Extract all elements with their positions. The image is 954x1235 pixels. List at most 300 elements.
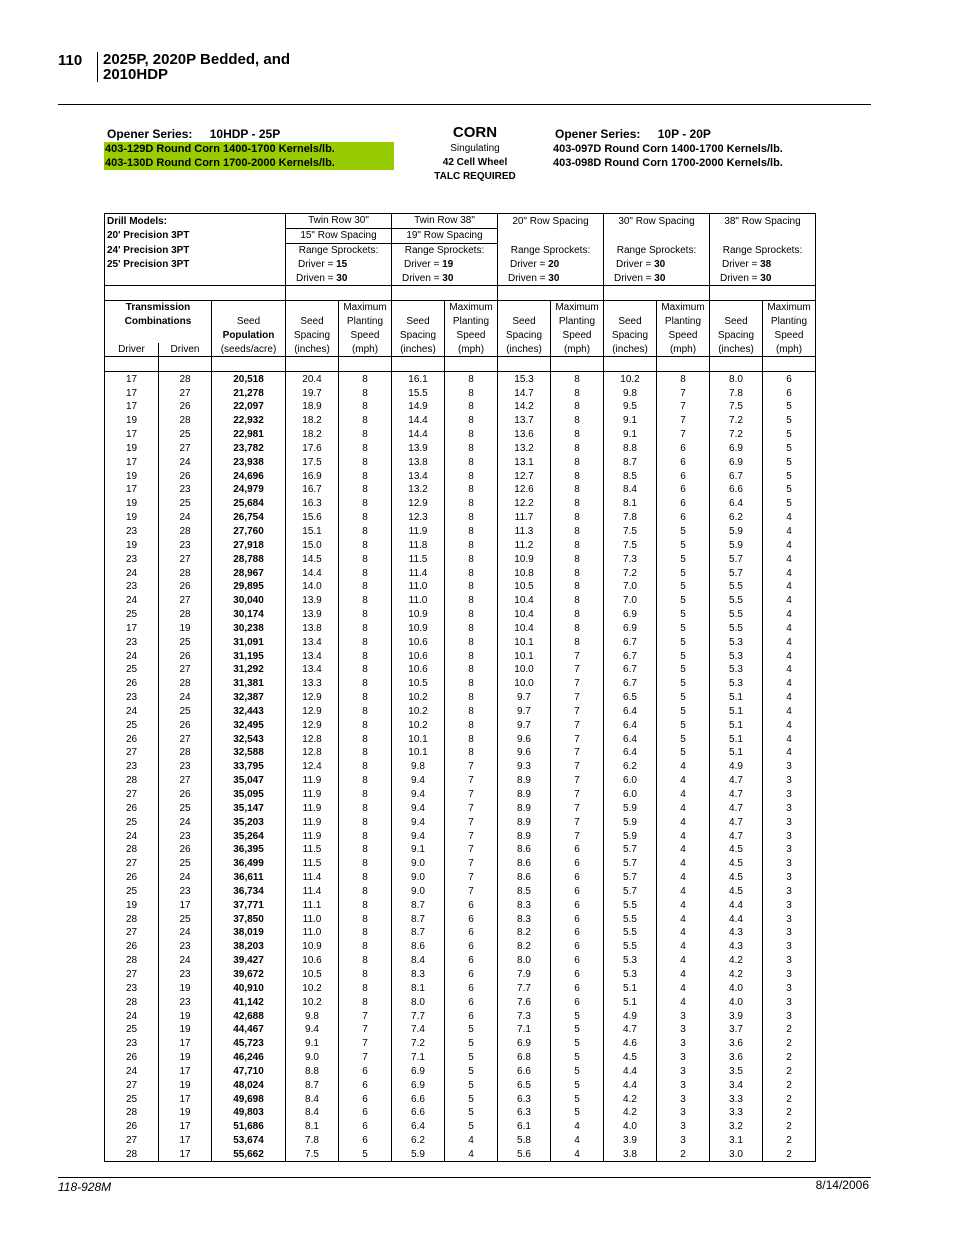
- table-cell: 6.1: [498, 1120, 551, 1134]
- table-cell: 7.7: [498, 981, 551, 995]
- table-cell: 5: [657, 732, 710, 746]
- table-cell: 8: [551, 580, 604, 594]
- table-cell: 7.9: [498, 968, 551, 982]
- driver-label: Driver =: [298, 258, 337, 270]
- table-cell: 9.4: [392, 788, 445, 802]
- table-cell: 6.7: [604, 677, 657, 691]
- spacer-cell: [159, 357, 212, 372]
- table-cell: 6: [551, 995, 604, 1009]
- table-cell: 3: [763, 829, 816, 843]
- table-row: [105, 677, 816, 691]
- table-cell: 25: [159, 801, 212, 815]
- opener-right: [553, 126, 783, 170]
- table-cell: 8.6: [498, 843, 551, 857]
- table-cell: 7: [657, 428, 710, 442]
- table-cell: 20.4: [286, 372, 339, 386]
- table-cell: 35,047: [212, 774, 286, 788]
- table-cell: 19: [159, 1106, 212, 1120]
- table-cell: 9.4: [392, 829, 445, 843]
- table-cell: 5: [445, 1051, 498, 1065]
- table-cell: 4: [657, 981, 710, 995]
- table-cell: 11.0: [392, 580, 445, 594]
- table-row: [105, 829, 816, 843]
- table-cell: 8: [339, 677, 392, 691]
- spacer-cell: [105, 357, 159, 372]
- table-cell: 25,684: [212, 497, 286, 511]
- table-cell: 3: [657, 1023, 710, 1037]
- table-cell: 7.7: [392, 1009, 445, 1023]
- driven-value: 30: [442, 272, 454, 284]
- table-row: [105, 621, 816, 635]
- table-cell: 6: [445, 981, 498, 995]
- table-cell: 4: [445, 1134, 498, 1148]
- table-row: [105, 801, 816, 815]
- table-cell: 4: [551, 1134, 604, 1148]
- driven-label: Driven =: [508, 272, 549, 284]
- table-cell: 17.5: [286, 455, 339, 469]
- table-cell: 36,395: [212, 843, 286, 857]
- table-cell: 4: [763, 594, 816, 608]
- table-cell: 6: [339, 1092, 392, 1106]
- table-cell: 4: [763, 608, 816, 622]
- table-cell: 8: [445, 705, 498, 719]
- table-cell: 14.0: [286, 580, 339, 594]
- table-cell: 6: [551, 898, 604, 912]
- table-cell: 11.4: [392, 566, 445, 580]
- table-cell: 8.8: [604, 442, 657, 456]
- max-label: Maximum: [657, 301, 710, 315]
- table-cell: 17: [105, 483, 159, 497]
- table-cell: 9.8: [392, 760, 445, 774]
- table-cell: 4: [657, 829, 710, 843]
- table-cell: 17: [159, 1120, 212, 1134]
- table-cell: 8.5: [498, 885, 551, 899]
- table-cell: 8: [445, 691, 498, 705]
- table-cell: 4.0: [710, 981, 763, 995]
- table-cell: 8: [551, 428, 604, 442]
- drill-model-2: 24' Precision 3PT: [105, 243, 286, 257]
- table-cell: 5.9: [604, 829, 657, 843]
- table-cell: 12.3: [392, 511, 445, 525]
- table-cell: 31,292: [212, 663, 286, 677]
- table-cell: 13.4: [286, 663, 339, 677]
- table-cell: 4: [763, 538, 816, 552]
- table-cell: 6.0: [604, 774, 657, 788]
- table-cell: 9.0: [286, 1051, 339, 1065]
- table-cell: 4: [445, 1148, 498, 1162]
- table-cell: 8: [445, 566, 498, 580]
- driver-sprocket-5: [710, 258, 816, 272]
- table-cell: 4: [657, 843, 710, 857]
- table-cell: 49,803: [212, 1106, 286, 1120]
- spacer-cell: [105, 286, 286, 301]
- table-cell: 12.4: [286, 760, 339, 774]
- table-cell: 6: [445, 926, 498, 940]
- table-cell: 8: [445, 414, 498, 428]
- table-cell: 32,443: [212, 705, 286, 719]
- table-cell: 3: [657, 1120, 710, 1134]
- table-cell: 10.9: [392, 608, 445, 622]
- table-cell: 24: [159, 691, 212, 705]
- table-cell: 4.0: [604, 1120, 657, 1134]
- table-cell: 6: [445, 912, 498, 926]
- table-cell: 24,979: [212, 483, 286, 497]
- table-cell: 6.4: [710, 497, 763, 511]
- table-cell: 8: [445, 497, 498, 511]
- table-cell: 7: [551, 801, 604, 815]
- table-cell: 37,850: [212, 912, 286, 926]
- range-sprockets-label: Range Sprockets:: [710, 243, 816, 257]
- table-cell: 9.0: [392, 857, 445, 871]
- table-cell: 12.7: [498, 469, 551, 483]
- table-cell: 8: [339, 455, 392, 469]
- table-cell: 3: [763, 981, 816, 995]
- table-cell: 26: [159, 469, 212, 483]
- opener-right-line-2: 403-098D Round Corn 1700-2000 Kernels/lb.: [553, 157, 783, 169]
- table-cell: 11.4: [286, 871, 339, 885]
- table-cell: 8: [339, 954, 392, 968]
- table-cell: 23: [159, 760, 212, 774]
- table-cell: 5: [763, 414, 816, 428]
- driver-value: 30: [654, 258, 666, 270]
- table-cell: 7.8: [710, 386, 763, 400]
- table-cell: 23: [105, 580, 159, 594]
- table-cell: 8: [339, 746, 392, 760]
- table-cell: 24: [159, 926, 212, 940]
- table-cell: 7.1: [498, 1023, 551, 1037]
- table-cell: 26: [159, 843, 212, 857]
- table-cell: 23: [159, 968, 212, 982]
- table-cell: 8: [445, 372, 498, 386]
- table-cell: 35,147: [212, 801, 286, 815]
- table-cell: 4: [763, 663, 816, 677]
- table-cell: 7: [551, 760, 604, 774]
- table-cell: 4: [763, 580, 816, 594]
- table-cell: 28: [105, 774, 159, 788]
- table-cell: 4: [657, 898, 710, 912]
- table-cell: 5.3: [710, 649, 763, 663]
- table-cell: 8: [551, 538, 604, 552]
- table-cell: 7.5: [286, 1148, 339, 1162]
- table-cell: 5.3: [710, 663, 763, 677]
- table-cell: 15.6: [286, 511, 339, 525]
- table-cell: 4: [657, 774, 710, 788]
- table-cell: 5: [657, 552, 710, 566]
- spacer-cell: [604, 357, 657, 372]
- table-cell: 4: [763, 705, 816, 719]
- table-cell: 8.7: [604, 455, 657, 469]
- spacing-title-3: 20" Row Spacing: [498, 214, 604, 229]
- table-cell: 8: [339, 829, 392, 843]
- table-cell: 5.5: [604, 912, 657, 926]
- table-cell: 8: [339, 552, 392, 566]
- table-cell: 24: [105, 594, 159, 608]
- table-cell: 6.7: [604, 649, 657, 663]
- table-cell: 6.2: [604, 760, 657, 774]
- table-cell: 5: [763, 469, 816, 483]
- table-row: [105, 580, 816, 594]
- table-cell: 8: [339, 718, 392, 732]
- table-cell: 7: [339, 1009, 392, 1023]
- table-cell: 25: [105, 885, 159, 899]
- table-cell: 3: [763, 885, 816, 899]
- table-cell: 26: [159, 400, 212, 414]
- spacing-sub-4: [604, 228, 710, 243]
- table-cell: 8.3: [498, 912, 551, 926]
- table-cell: 36,611: [212, 871, 286, 885]
- table-cell: 5: [551, 1037, 604, 1051]
- table-cell: 27: [159, 594, 212, 608]
- table-row: [105, 1148, 816, 1162]
- spacer-cell: [339, 357, 392, 372]
- table-cell: 10.6: [286, 954, 339, 968]
- seed-pop-label-1: Seed: [212, 315, 286, 329]
- table-row: [105, 428, 816, 442]
- table-cell: 8: [339, 663, 392, 677]
- seed-pop-label-2: Population: [212, 329, 286, 343]
- table-cell: 24: [159, 871, 212, 885]
- table-cell: 6: [657, 455, 710, 469]
- spacing-label: Spacing: [286, 329, 339, 343]
- table-row: [105, 483, 816, 497]
- table-cell: 24: [105, 705, 159, 719]
- table-cell: 26,754: [212, 511, 286, 525]
- table-cell: 5.7: [604, 857, 657, 871]
- table-cell: 6: [339, 1106, 392, 1120]
- table-cell: 3: [763, 774, 816, 788]
- table-row: [105, 525, 816, 539]
- table-cell: 8.4: [392, 954, 445, 968]
- driver-sprocket-1: [286, 258, 392, 272]
- table-cell: 11.1: [286, 898, 339, 912]
- range-sprockets-label: Range Sprockets:: [392, 243, 498, 257]
- table-cell: 5.1: [604, 981, 657, 995]
- table-cell: 13.8: [286, 621, 339, 635]
- driver-label: Driver =: [404, 258, 443, 270]
- table-cell: 8: [551, 372, 604, 386]
- table-cell: 5.9: [710, 525, 763, 539]
- table-cell: 4.2: [710, 954, 763, 968]
- table-row: [105, 815, 816, 829]
- table-cell: 8.6: [392, 940, 445, 954]
- table-cell: 3: [657, 1037, 710, 1051]
- table-cell: 18.2: [286, 428, 339, 442]
- table-cell: 3: [657, 1051, 710, 1065]
- driven-label: Driven =: [296, 272, 337, 284]
- table-cell: 5: [763, 400, 816, 414]
- table-row: [105, 705, 816, 719]
- title-line-1: 2025P, 2020P Bedded, and: [103, 51, 291, 68]
- table-cell: 33,795: [212, 760, 286, 774]
- table-cell: 7: [657, 400, 710, 414]
- table-cell: 31,381: [212, 677, 286, 691]
- table-cell: 8: [445, 428, 498, 442]
- table-cell: 13.7: [498, 414, 551, 428]
- table-cell: 8: [339, 788, 392, 802]
- table-cell: 25: [105, 1023, 159, 1037]
- table-cell: 25: [159, 857, 212, 871]
- combinations-heading: Combinations: [105, 315, 212, 329]
- table-cell: 8: [339, 705, 392, 719]
- table-cell: 7: [445, 801, 498, 815]
- table-cell: 8: [339, 442, 392, 456]
- table-row: [105, 940, 816, 954]
- table-cell: 38,019: [212, 926, 286, 940]
- table-cell: 6: [445, 954, 498, 968]
- table-cell: 6.6: [392, 1092, 445, 1106]
- table-cell: 3.8: [604, 1148, 657, 1162]
- table-cell: 19: [105, 469, 159, 483]
- table-cell: 4.2: [604, 1092, 657, 1106]
- table-cell: 3.5: [710, 1064, 763, 1078]
- table-cell: 8.9: [498, 801, 551, 815]
- table-cell: 17: [159, 1148, 212, 1162]
- planting-label: Planting: [657, 315, 710, 329]
- table-cell: 23,782: [212, 442, 286, 456]
- table-cell: 4.5: [710, 871, 763, 885]
- table-cell: 5.9: [392, 1148, 445, 1162]
- table-cell: 2: [763, 1120, 816, 1134]
- table-cell: 8.2: [498, 940, 551, 954]
- table-cell: 5: [657, 746, 710, 760]
- spacer-cell: [498, 357, 551, 372]
- table-cell: 7.8: [604, 511, 657, 525]
- table-cell: 17: [105, 428, 159, 442]
- table-cell: 10.1: [392, 746, 445, 760]
- table-cell: 7: [551, 649, 604, 663]
- table-cell: 10.1: [498, 635, 551, 649]
- seed-rate-table: [104, 213, 816, 1162]
- table-cell: 5: [445, 1120, 498, 1134]
- table-cell: 11.0: [286, 912, 339, 926]
- table-cell: 8: [339, 511, 392, 525]
- table-row: [105, 981, 816, 995]
- inches-label: (inches): [286, 343, 339, 357]
- table-cell: 4: [657, 871, 710, 885]
- table-row: [105, 414, 816, 428]
- table-cell: 6.7: [604, 635, 657, 649]
- table-cell: 6: [551, 885, 604, 899]
- table-cell: 6: [339, 1120, 392, 1134]
- table-cell: 6.4: [604, 718, 657, 732]
- table-cell: 5.1: [710, 691, 763, 705]
- driven-sprocket-2: [392, 271, 498, 285]
- table-cell: 17: [105, 400, 159, 414]
- table-cell: 5: [657, 663, 710, 677]
- seed-label: Seed: [604, 315, 657, 329]
- table-row: [105, 788, 816, 802]
- planting-label: Planting: [763, 315, 816, 329]
- spacer-cell: [604, 286, 710, 301]
- table-cell: 8: [339, 414, 392, 428]
- table-cell: 17: [105, 455, 159, 469]
- table-cell: 8: [445, 732, 498, 746]
- table-cell: 2: [763, 1106, 816, 1120]
- table-cell: 28: [159, 677, 212, 691]
- table-cell: 10.4: [498, 594, 551, 608]
- table-cell: 3.1: [710, 1134, 763, 1148]
- table-cell: 28: [159, 746, 212, 760]
- table-cell: 10.9: [498, 552, 551, 566]
- table-cell: 28: [105, 843, 159, 857]
- table-cell: 20,518: [212, 372, 286, 386]
- table-cell: 5.5: [710, 580, 763, 594]
- table-cell: 15.3: [498, 372, 551, 386]
- table-cell: 11.5: [286, 857, 339, 871]
- table-cell: 8: [339, 538, 392, 552]
- table-cell: 6.9: [498, 1037, 551, 1051]
- table-cell: 24: [105, 829, 159, 843]
- table-cell: 19: [105, 414, 159, 428]
- table-cell: 8: [339, 497, 392, 511]
- table-cell: 13.4: [286, 649, 339, 663]
- table-cell: 11.9: [286, 829, 339, 843]
- table-cell: 5.5: [710, 594, 763, 608]
- driven-label: Driven =: [720, 272, 761, 284]
- table-cell: 4.6: [604, 1037, 657, 1051]
- table-cell: 7.1: [392, 1051, 445, 1065]
- table-cell: 4: [763, 732, 816, 746]
- table-cell: 8.0: [710, 372, 763, 386]
- table-cell: 8: [339, 400, 392, 414]
- table-cell: 6.3: [498, 1106, 551, 1120]
- table-cell: 27: [159, 663, 212, 677]
- table-cell: 7: [657, 414, 710, 428]
- table-cell: 4.2: [710, 968, 763, 982]
- table-row: [105, 511, 816, 525]
- table-cell: 9.1: [604, 414, 657, 428]
- table-row: [105, 995, 816, 1009]
- table-cell: 11.9: [286, 815, 339, 829]
- driver-label: Driver =: [510, 258, 549, 270]
- table-cell: 26: [105, 871, 159, 885]
- table-cell: 4.0: [710, 995, 763, 1009]
- table-cell: 6.9: [710, 442, 763, 456]
- table-cell: 9.0: [392, 885, 445, 899]
- table-cell: 8.4: [604, 483, 657, 497]
- table-cell: 8: [339, 525, 392, 539]
- table-cell: 4: [763, 677, 816, 691]
- planting-label: Planting: [339, 315, 392, 329]
- table-cell: 12.9: [286, 705, 339, 719]
- table-cell: 25: [159, 635, 212, 649]
- table-cell: 2: [763, 1134, 816, 1148]
- driven-label: Driven =: [402, 272, 443, 284]
- table-cell: 23: [105, 635, 159, 649]
- table-cell: 4.7: [604, 1023, 657, 1037]
- table-cell: 7: [445, 871, 498, 885]
- table-cell: 7.0: [604, 580, 657, 594]
- table-cell: 24: [105, 566, 159, 580]
- mph-label: (mph): [551, 343, 604, 357]
- table-cell: 3.3: [710, 1106, 763, 1120]
- table-row: [105, 1037, 816, 1051]
- crop-line-3: TALC REQUIRED: [434, 171, 516, 182]
- table-cell: 25: [159, 428, 212, 442]
- table-cell: 19.7: [286, 386, 339, 400]
- table-cell: 4.4: [604, 1064, 657, 1078]
- spacer-cell: [710, 286, 816, 301]
- table-cell: 3: [657, 1064, 710, 1078]
- table-cell: 32,387: [212, 691, 286, 705]
- table-cell: 5.9: [604, 815, 657, 829]
- table-cell: 9.1: [604, 428, 657, 442]
- table-cell: 6.6: [392, 1106, 445, 1120]
- table-cell: 5: [657, 635, 710, 649]
- table-cell: 5: [657, 525, 710, 539]
- table-cell: 8.0: [392, 995, 445, 1009]
- table-cell: 10.2: [392, 691, 445, 705]
